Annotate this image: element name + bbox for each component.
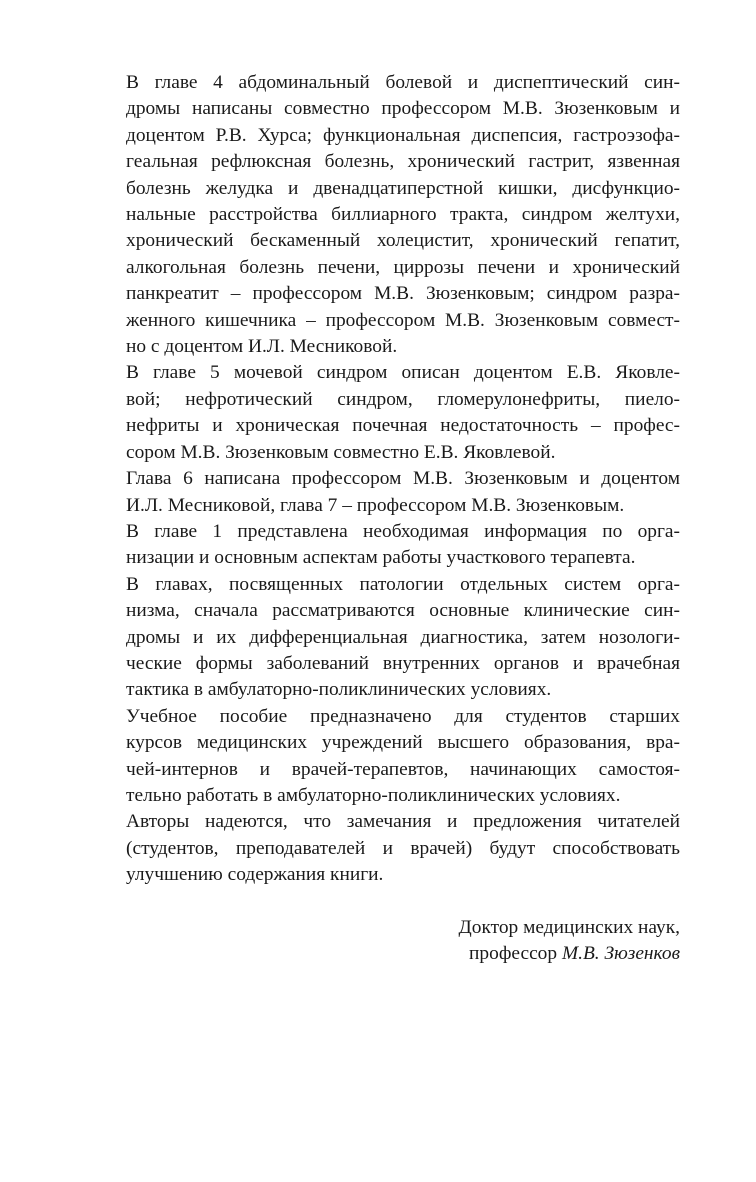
text-line: В главе 5 мочевой синдром описан доцентом Е.В. Яковле- <box>126 362 680 384</box>
paragraph <box>78 360 680 466</box>
text-line: тельно работать в амбулаторно-поликлинических условиях. <box>126 784 621 806</box>
text-line: панкреатит – профессором М.В. Зюзенковым; синдром разра- <box>126 283 680 305</box>
text-line: но с доцентом И.Л. Месниковой. <box>126 336 398 358</box>
text-line: чей-интернов и врачей-терапевтов, начинающих самостоя- <box>126 758 680 780</box>
paragraph <box>78 70 680 360</box>
text-line: болезнь желудка и двенадцатиперстной кишки, дисфункцио- <box>126 177 680 199</box>
text-line: вой; нефротический синдром, гломерулонефриты, пиело- <box>126 388 680 410</box>
paragraph <box>78 809 680 888</box>
text-line: (студентов, преподавателей и врачей) будут способствовать <box>126 837 680 859</box>
paragraph <box>78 704 680 810</box>
paragraph <box>78 466 680 519</box>
signature-rank: профессор <box>469 943 558 964</box>
signature-author-line <box>78 941 680 967</box>
text-line: дромы написаны совместно профессором М.В. Зюзенковым и <box>126 98 680 120</box>
text-line: женного кишечника – профессором М.В. Зюзенковым совмест- <box>126 309 680 331</box>
text-line: Авторы надеются, что замечания и предложения читателей <box>126 811 680 833</box>
text-line: В главах, посвященных патологии отдельных систем орга- <box>126 573 680 595</box>
text-line: низма, сначала рассматриваются основные клинические син- <box>126 600 680 622</box>
text-line: дромы и их дифференциальная диагностика, затем нозологи- <box>126 626 680 648</box>
text-line: сором М.В. Зюзенковым совместно Е.В. Яковлевой. <box>126 441 556 463</box>
text-line: алкогольная болезнь печени, циррозы печени и хронический <box>126 256 680 278</box>
text-line: В главе 1 представлена необходимая информация по орга- <box>126 520 680 542</box>
signature-block <box>78 915 680 968</box>
text-line: Учебное пособие предназначено для студентов старших <box>126 705 680 727</box>
text-line: И.Л. Месниковой, глава 7 – профессором М.В. Зюзенковым. <box>126 494 625 516</box>
document-page <box>78 70 680 967</box>
text-line: курсов медицинских учреждений высшего образования, вра- <box>126 732 680 754</box>
signature-name: М.В. Зюзенков <box>561 943 680 964</box>
signature-title: Доктор медицинских наук, <box>458 916 680 938</box>
paragraph <box>78 572 680 704</box>
text-line: тактика в амбулаторно-поликлинических условиях. <box>126 679 552 701</box>
text-line: нальные расстройства биллиарного тракта, синдром желтухи, <box>126 204 680 226</box>
body-text <box>78 70 680 889</box>
text-line: Глава 6 написана профессором М.В. Зюзенковым и доцентом <box>126 468 680 490</box>
paragraph <box>78 519 680 572</box>
text-line: низации и основным аспектам работы участкового терапевта. <box>126 547 636 569</box>
text-line: доцентом Р.В. Хурса; функциональная диспепсия, гастроэзофа- <box>126 124 680 146</box>
text-line: В главе 4 абдоминальный болевой и диспептический син- <box>126 72 680 93</box>
text-line: нефриты и хроническая почечная недостаточность – профес- <box>126 415 680 437</box>
text-line: ческие формы заболеваний внутренних органов и врачебная <box>126 652 680 674</box>
text-line: хронический бескаменный холецистит, хронический гепатит, <box>126 230 680 252</box>
text-line: геальная рефлюксная болезнь, хронический гастрит, язвенная <box>126 151 680 173</box>
text-line: улучшению содержания книги. <box>126 864 384 886</box>
